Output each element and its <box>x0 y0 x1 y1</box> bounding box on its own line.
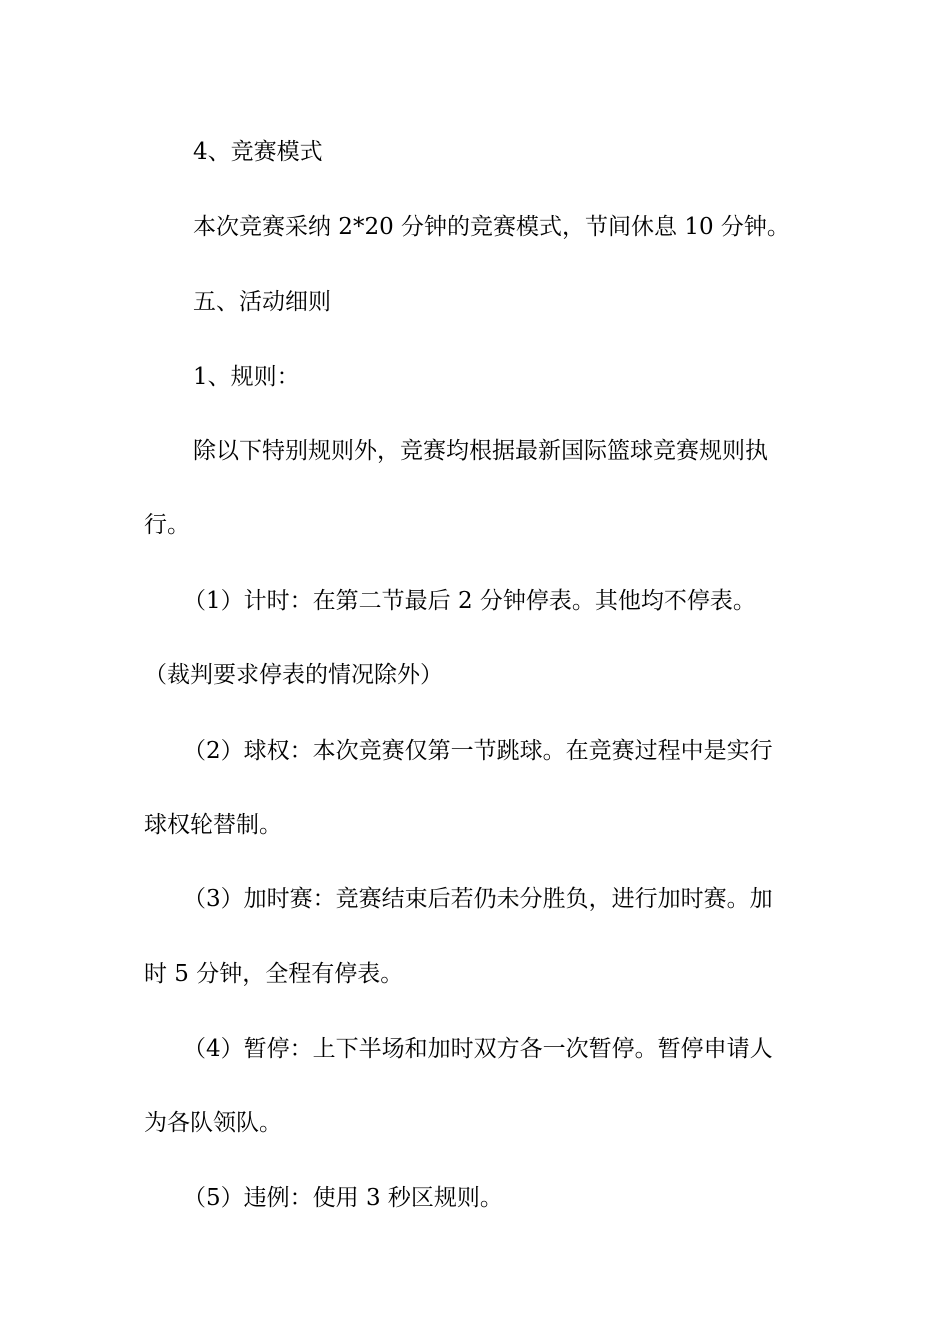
paragraph-rules-line-1: 除以下特别规则外，竞赛均根据最新国际篮球竞赛规则执 <box>193 438 768 464</box>
rule-possession-line-2: 球权轮替制。 <box>144 812 282 838</box>
section-heading-competition-mode: 4、竞赛模式 <box>193 139 323 165</box>
paragraph-competition-mode: 本次竞赛采纳 2*20 分钟的竞赛模式，节间休息 10 分钟。 <box>193 214 790 240</box>
section-heading-activity-details: 五、活动细则 <box>193 289 331 315</box>
rule-overtime-line-1: （3）加时赛：竞赛结束后若仍未分胜负，进行加时赛。加 <box>183 886 773 912</box>
rule-timeout-line-2: 为各队领队。 <box>144 1110 282 1136</box>
paragraph-rules-line-2: 行。 <box>144 512 190 538</box>
rule-overtime-line-2: 时 5 分钟，全程有停表。 <box>144 961 404 987</box>
rule-timing-line-1: （1）计时：在第二节最后 2 分钟停表。其他均不停表。 <box>183 588 756 614</box>
rule-timeout-line-1: （4）暂停：上下半场和加时双方各一次暂停。暂停申请人 <box>183 1036 773 1062</box>
rule-possession-line-1: （2）球权：本次竞赛仅第一节跳球。在竞赛过程中是实行 <box>183 738 773 764</box>
rule-timing-line-2: （裁判要求停表的情况除外） <box>144 662 443 688</box>
rule-violation: （5）违例：使用 3 秒区规则。 <box>183 1185 503 1211</box>
subsection-heading-rules: 1、规则： <box>193 364 300 390</box>
